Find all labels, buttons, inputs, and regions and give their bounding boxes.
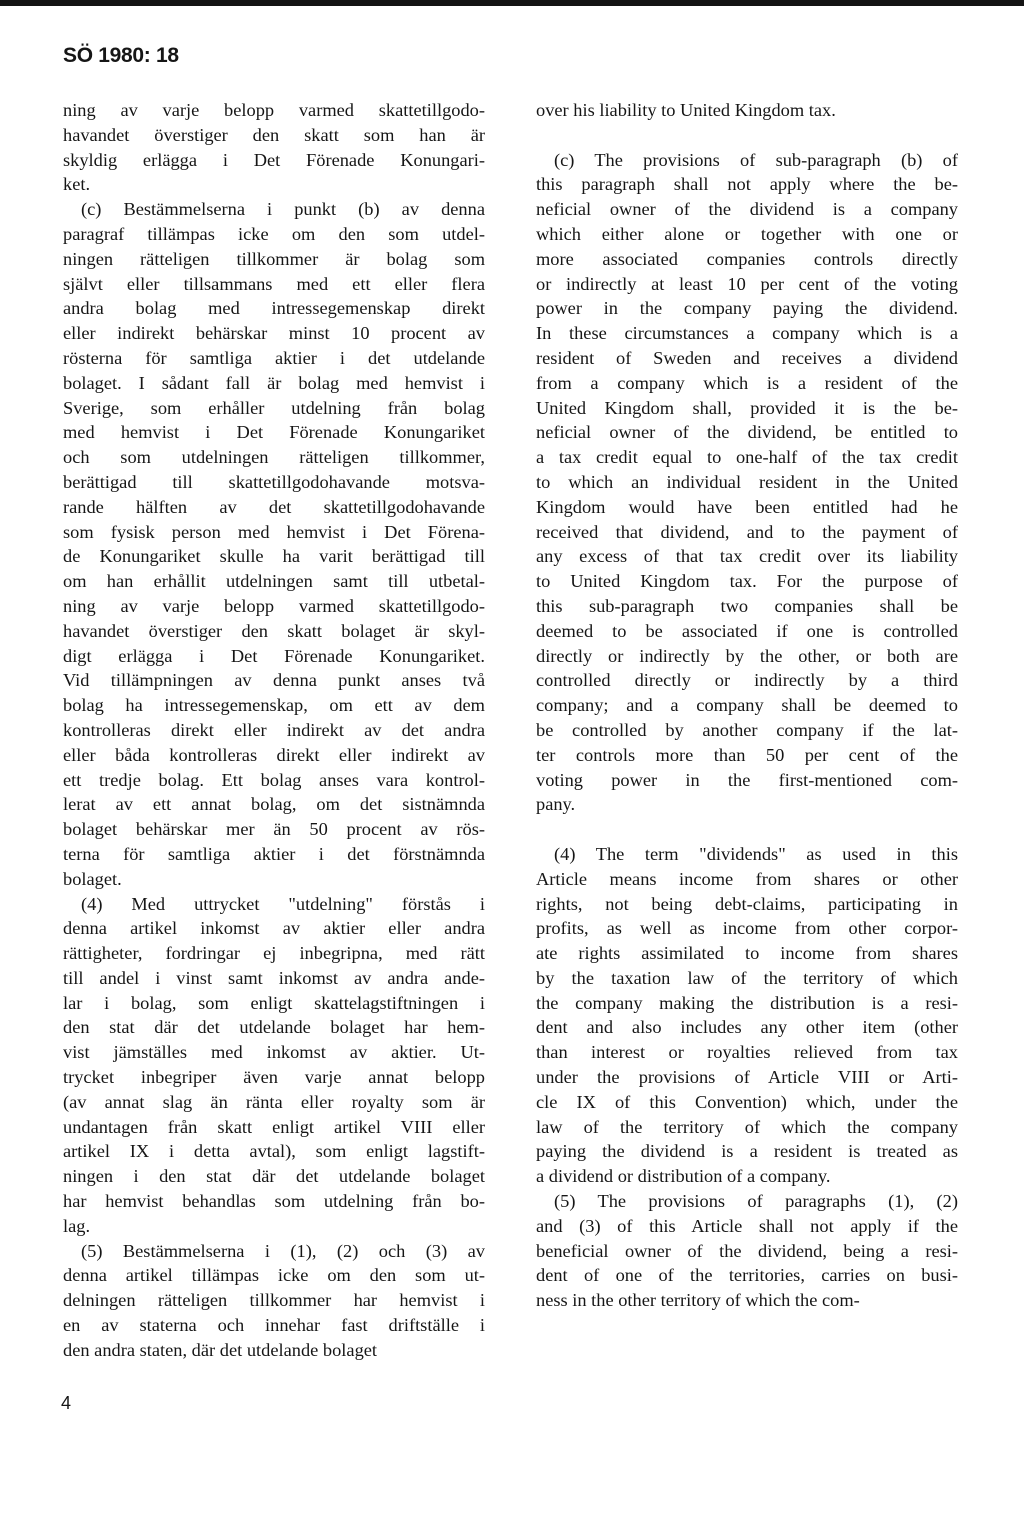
swedish-text-line: (5) Bestämmelserna i (1), (2) och (3) av [81,1240,485,1261]
english-text-line: beneficial owner of the dividend, being a resi- [536,1240,958,1261]
english-text-line: United Kingdom shall, provided it is the be- [536,397,958,418]
swedish-text-line: digt erlägga i Det Förenade Konungariket. [63,645,485,666]
english-text-line: ate rights assimilated to income from shares [536,943,958,964]
english-paragraph [536,98,958,123]
swedish-text-line: vist jämställes med inkomst av aktier. Ut- [63,1042,485,1063]
swedish-text-line: eller indirekt behärskar minst 10 procent av [63,323,485,344]
swedish-text-line: bolaget. [63,868,122,889]
english-text-line: In these circumstances a company which is a [536,323,958,344]
swedish-text-line: som fysisk person med hemvist i Det Förena- [63,521,485,542]
paragraph-gap [536,817,958,842]
english-text-line: and (3) of this Article shall not apply if the [536,1215,958,1236]
english-text-line: or indirectly at least 10 per cent of the voting [536,273,958,294]
english-text-line: by the taxation law of the territory of which [536,967,958,988]
swedish-text-line: denna artikel tillämpas icke om den som ut- [63,1265,485,1286]
swedish-paragraph [63,98,485,197]
english-text-line: dent of one of the territories, carries on busi- [536,1265,958,1286]
swedish-text-line: lag. [63,1215,91,1236]
swedish-text-line: lar i bolag, som enligt skattelagstiftningen i [63,992,485,1013]
swedish-text-line: bolaget behärskar mer än 50 procent av rös- [63,819,485,840]
swedish-text-line: ningen rätteligen tillkommer är bolag som [63,248,485,269]
swedish-text-line: rösterna för samtliga aktier i det utdelande [63,347,485,368]
english-text-line: this paragraph shall not apply where the be- [536,174,958,195]
swedish-text-line: rättigheter, fordringar ej inbegripna, med rätt [63,943,485,964]
english-text-line: than interest or royalties relieved from tax [536,1042,958,1063]
swedish-text-line: delningen rätteligen tillkommer har hemvist i [63,1290,485,1311]
page-header: SÖ 1980: 18 [63,44,179,67]
english-paragraph [536,842,958,1189]
english-paragraph [536,148,958,818]
swedish-text-line: till andel i vinst samt inkomst av andra ande- [63,967,485,988]
english-text-line: (c) The provisions of sub-paragraph (b) of [554,149,958,170]
english-text-line: Article means income from shares or other [536,868,958,889]
swedish-text-line: den andra staten, där det utdelande bolaget [63,1339,378,1360]
english-text-line: over his liability to United Kingdom tax. [536,100,836,120]
english-text-line: from a company which is a resident of the [536,372,958,393]
english-text-line: directly or indirectly by the other, or both are [536,645,958,666]
swedish-text-line: bolaget. I sådant fall är bolag med hemvist i [63,372,485,393]
swedish-text-line: en av staterna och innehar fast driftställe i [63,1315,485,1336]
swedish-text-line: (av annat slag än ränta eller royalty som är [63,1091,485,1112]
english-text-line: company; and a company shall be deemed to [536,695,958,716]
english-text-line: which either alone or together with one or [536,223,958,244]
swedish-text-line: trycket inbegriper även varje annat belopp [63,1067,485,1088]
swedish-text-line: terna för samtliga aktier i det förstnämnda [63,843,485,864]
english-text-line: resident of Sweden and receives a dividend [536,347,958,368]
english-text-line: dent and also includes any other item (other [536,1017,958,1038]
swedish-paragraph [63,1239,485,1363]
swedish-text-line: ningen i den stat där det utdelande bolaget [63,1166,485,1187]
english-text-line: rights, not being debt-claims, participating in [536,893,958,914]
english-text-line: (5) The provisions of paragraphs (1), (2) [554,1191,958,1212]
swedish-text-line: den stat där det utdelande bolaget har hem- [63,1017,485,1038]
swedish-text-line: Sverige, som erhåller utdelning från bolag [63,397,485,418]
english-text-line: this sub-paragraph two companies shall be [536,595,958,616]
english-text-line: more associated companies controls directly [536,248,958,269]
swedish-text-line: eller båda kontrolleras direkt eller indirekt av [63,744,485,765]
swedish-text-line: bolag ha intressegemenskap, om ett av dem [63,695,485,716]
english-text-line: controlled directly or indirectly by a third [536,670,958,691]
english-paragraph [536,1189,958,1313]
english-text-line: a dividend or distribution of a company. [536,1166,831,1187]
english-text-line: power in the company paying the dividend. [536,298,958,319]
swedish-text-line: havandet överstiger den skatt bolaget är skyl- [63,620,485,641]
english-text-line: be controlled by another company if the lat- [536,719,958,740]
english-text-line: profits, as well as income from other corpor- [536,918,958,939]
english-text-line: ter controls more than 50 per cent of the [536,744,958,765]
swedish-text-line: andra bolag med intressegemenskap direkt [63,298,485,319]
swedish-text-line: har hemvist behandlas som utdelning från bo- [63,1191,485,1212]
swedish-text-line: berättigad till skattetillgodohavande motsva- [63,471,485,492]
english-text-line: ness in the other territory of which the com- [536,1290,860,1311]
swedish-paragraph [63,892,485,1239]
swedish-text-column [63,98,485,1363]
swedish-text-line: (4) Med uttrycket "utdelning" förstås i [81,893,485,914]
swedish-text-line: skyldig erlägga i Det Förenade Konungari- [63,149,485,170]
english-text-line: law of the territory of which the company [536,1116,958,1137]
english-text-line: under the provisions of Article VIII or Arti- [536,1067,958,1088]
swedish-text-line: denna artikel inkomst av aktier eller andra [63,918,485,939]
swedish-text-line: (c) Bestämmelserna i punkt (b) av denna [81,199,485,220]
swedish-text-line: ning av varje belopp varmed skattetillgodo- [63,100,485,120]
swedish-text-line: om han erhållit utdelningen samt till utbetal- [63,571,485,592]
english-text-line: voting power in the first-mentioned com- [536,769,958,790]
swedish-text-line: Vid tillämpningen av denna punkt anses två [63,670,485,691]
english-text-line: to United Kingdom tax. For the purpose of [536,571,958,592]
english-text-line: the company making the distribution is a resi- [536,992,958,1013]
swedish-text-line: kontrolleras direkt eller indirekt av det andra [63,719,485,740]
swedish-text-line: ning av varje belopp varmed skattetillgodo- [63,595,485,616]
english-text-line: any excess of that tax credit over its liability [536,546,958,567]
english-text-line: pany. [536,794,576,815]
scan-edge [0,0,1024,6]
swedish-text-line: och som utdelningen rätteligen tillkommer, [63,447,485,468]
english-text-line: cle IX of this Convention) which, under the [536,1091,958,1112]
swedish-text-line: rande hälften av det skattetillgodohavande [63,496,485,517]
english-text-line: neficial owner of the dividend, be entitled to [536,422,958,443]
english-text-column [536,98,958,1313]
page-number: 4 [61,1393,72,1413]
english-text-line: (4) The term "dividends" as used in this [554,843,958,864]
swedish-text-line: artikel IX i detta avtal), som enligt lagstift- [63,1141,485,1162]
swedish-text-line: paragraf tillämpas icke om den som utdel- [63,223,485,244]
english-text-line: neficial owner of the dividend is a company [536,199,958,220]
english-text-line: deemed to be associated if one is controlled [536,620,958,641]
swedish-text-line: lerat av ett annat bolag, om det sistnämnda [63,794,485,815]
swedish-text-line: med hemvist i Det Förenade Konungariket [63,422,485,443]
english-text-line: received that dividend, and to the payment of [536,521,958,542]
english-text-line: Kingdom would have been entitled had he [536,496,958,517]
swedish-text-line: självt eller tillsammans med ett eller flera [63,273,485,294]
swedish-text-line: de Konungariket skulle ha varit berättigad till [63,546,485,567]
swedish-text-line: havandet överstiger den skatt som han är [63,124,485,145]
english-text-line: a tax credit equal to one-half of the tax credit [536,447,958,468]
swedish-text-line: ett tredje bolag. Ett bolag anses vara kontrol- [63,769,485,790]
english-text-line: paying the dividend is a resident is treated as [536,1141,958,1162]
swedish-text-line: ket. [63,174,91,195]
english-text-line: to which an individual resident in the United [536,471,958,492]
paragraph-gap [536,123,958,148]
swedish-text-line: undantagen från skatt enligt artikel VIII eller [63,1116,485,1137]
swedish-paragraph [63,197,485,891]
